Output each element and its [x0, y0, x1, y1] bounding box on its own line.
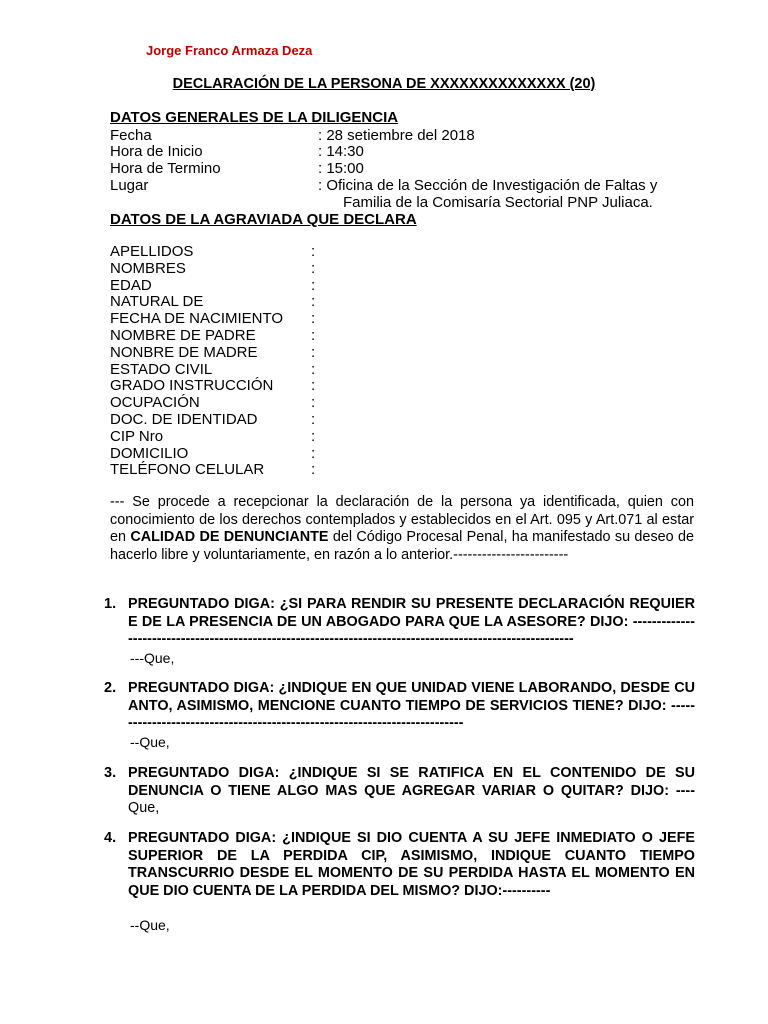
intro-text-part2: del Código Procesal Penal, ha manifestado su deseo de hacerlo libre y voluntariamente, en razón a lo anterior.------------------------	[110, 529, 694, 563]
agraviada-field-label: DOC. DE IDENTIDAD	[110, 411, 258, 428]
agraviada-field-row	[110, 343, 316, 361]
agraviada-field-label: EDAD	[110, 276, 152, 294]
agraviada-field-colon: :	[311, 276, 316, 294]
agraviada-field-row	[110, 293, 316, 311]
agraviada-field-label: TELÉFONO CELULAR	[110, 461, 265, 479]
agraviada-field-row	[110, 243, 316, 260]
question-text: PREGUNTADO DIGA: ¿INDIQUE EN QUE UNIDAD VIENE LABORANDO, DESDE CUANTO, ASIMISMO, MENCIONE CUANTO TIEMPO DE SERVICIOS TIENE? DIJO: ---------------------------------------------------------------------------	[128, 680, 695, 731]
agraviada-field-colon: :	[311, 243, 316, 260]
agraviada-field-row	[110, 411, 316, 428]
document-title	[0, 76, 768, 92]
agraviada-field-label: APELLIDOS	[110, 243, 194, 260]
agraviada-field-colon: :	[311, 427, 316, 445]
intro-paragraph	[110, 494, 694, 564]
intro-text-part1: --- Se procede a recepcionar la declaración de la persona ya identificada, quien con conocimiento de los derechos contemplados y establecidos en el Art. 095 y Art.071 al estar en	[110, 494, 694, 546]
general-value: : 28 setiembre del 2018	[318, 127, 475, 144]
agraviada-field-colon: :	[311, 327, 316, 344]
agraviada-field-row	[110, 444, 316, 462]
section-agraviada-heading: DATOS DE LA AGRAVIADA QUE DECLARA	[110, 211, 417, 228]
author-name: Jorge Franco Armaza Deza	[146, 43, 313, 58]
agraviada-field-label: NOMBRE DE PADRE	[110, 327, 256, 344]
general-label: Fecha	[110, 127, 152, 144]
question-text	[128, 765, 695, 818]
agraviada-field-label: OCUPACIÓN	[110, 394, 200, 412]
document-title-text: DECLARACIÓN DE LA PERSONA DE XXXXXXXXXXXXXX (20)	[172, 76, 596, 92]
agraviada-field-label: DOMICILIO	[110, 444, 189, 462]
question-answer: Que,	[128, 800, 160, 816]
agraviada-field-colon: :	[311, 259, 316, 277]
agraviada-field-label: GRADO INSTRUCCIÓN	[110, 377, 274, 395]
agraviada-field-colon: :	[311, 360, 316, 378]
general-label: Hora de Termino	[110, 160, 221, 177]
question-number: 3.	[104, 765, 117, 781]
general-value: : 15:00	[318, 160, 364, 177]
question-answer: ---Que,	[130, 650, 175, 666]
agraviada-field-colon: :	[311, 377, 316, 395]
question-text: PREGUNTADO DIGA: ¿SI PARA RENDIR SU PRESENTE DECLARACIÓN REQUIERE DE LA PRESENCIA DE UN ABOGADO PARA QUE LA ASESORE? DIJO: ----------------------------------------------------------------------------------------------------------	[128, 596, 695, 647]
general-label: Hora de Inicio	[110, 143, 203, 160]
agraviada-field-label: ESTADO CIVIL	[110, 360, 213, 378]
question-answer: --Que,	[130, 734, 170, 750]
agraviada-field-label: NONBRE DE MADRE	[110, 343, 258, 361]
agraviada-field-colon: :	[311, 310, 316, 328]
general-label: Lugar	[110, 177, 149, 194]
agraviada-field-row	[110, 427, 316, 445]
question-text: PREGUNTADO DIGA: ¿INDIQUE SI DIO CUENTA A SU JEFE INMEDIATO O JEFE SUPERIOR DE LA PERDIDA CIP, ASIMISMO, INDIQUE CUANTO TIEMPO TRANSCURRIO DESDE EL MOMENTO DE SU PERDIDA HASTA EL MOMENTO EN QUE DIO CUENTA DE LA PERDIDA DEL MISMO? DIJO:----------	[128, 830, 695, 899]
question-text-content: PREGUNTADO DIGA: ¿INDIQUE SI SE RATIFICA EN EL CONTENIDO DE SU DENUNCIA O TIENE ALGO MAS QUE AGREGAR VARIAR O QUITAR? DIJO: ----	[128, 765, 695, 799]
agraviada-field-label: NATURAL DE	[110, 293, 204, 311]
question-number: 1.	[104, 596, 117, 612]
agraviada-field-label: FECHA DE NACIMIENTO	[110, 310, 284, 328]
agraviada-field-colon: :	[311, 394, 316, 412]
agraviada-field-row	[110, 276, 316, 294]
agraviada-field-colon: :	[311, 411, 316, 428]
agraviada-field-row	[110, 360, 316, 378]
agraviada-field-row	[110, 259, 316, 277]
agraviada-field-label: CIP Nro	[110, 427, 164, 445]
agraviada-field-colon: :	[311, 461, 316, 479]
agraviada-field-row	[110, 327, 316, 344]
agraviada-field-row	[110, 394, 316, 412]
question-number: 4.	[104, 830, 117, 846]
question-answer: --Que,	[130, 917, 170, 933]
agraviada-field-colon: :	[311, 293, 316, 311]
agraviada-field-colon: :	[311, 343, 316, 361]
general-value: Familia de la Comisaría Sectorial PNP Juliaca.	[343, 194, 653, 211]
general-value: : 14:30	[318, 143, 364, 160]
agraviada-field-row	[110, 377, 316, 395]
agraviada-field-label: NOMBRES	[110, 259, 186, 277]
agraviada-field-row	[110, 461, 316, 479]
question-number: 2.	[104, 680, 117, 696]
agraviada-field-colon: :	[311, 444, 316, 462]
section-general-heading: DATOS GENERALES DE LA DILIGENCIA	[110, 109, 399, 126]
agraviada-field-row	[110, 310, 316, 328]
general-value: : Oficina de la Sección de Investigación de Faltas y	[318, 177, 658, 194]
intro-bold-denunciante: CALIDAD DE DENUNCIANTE	[130, 529, 329, 546]
